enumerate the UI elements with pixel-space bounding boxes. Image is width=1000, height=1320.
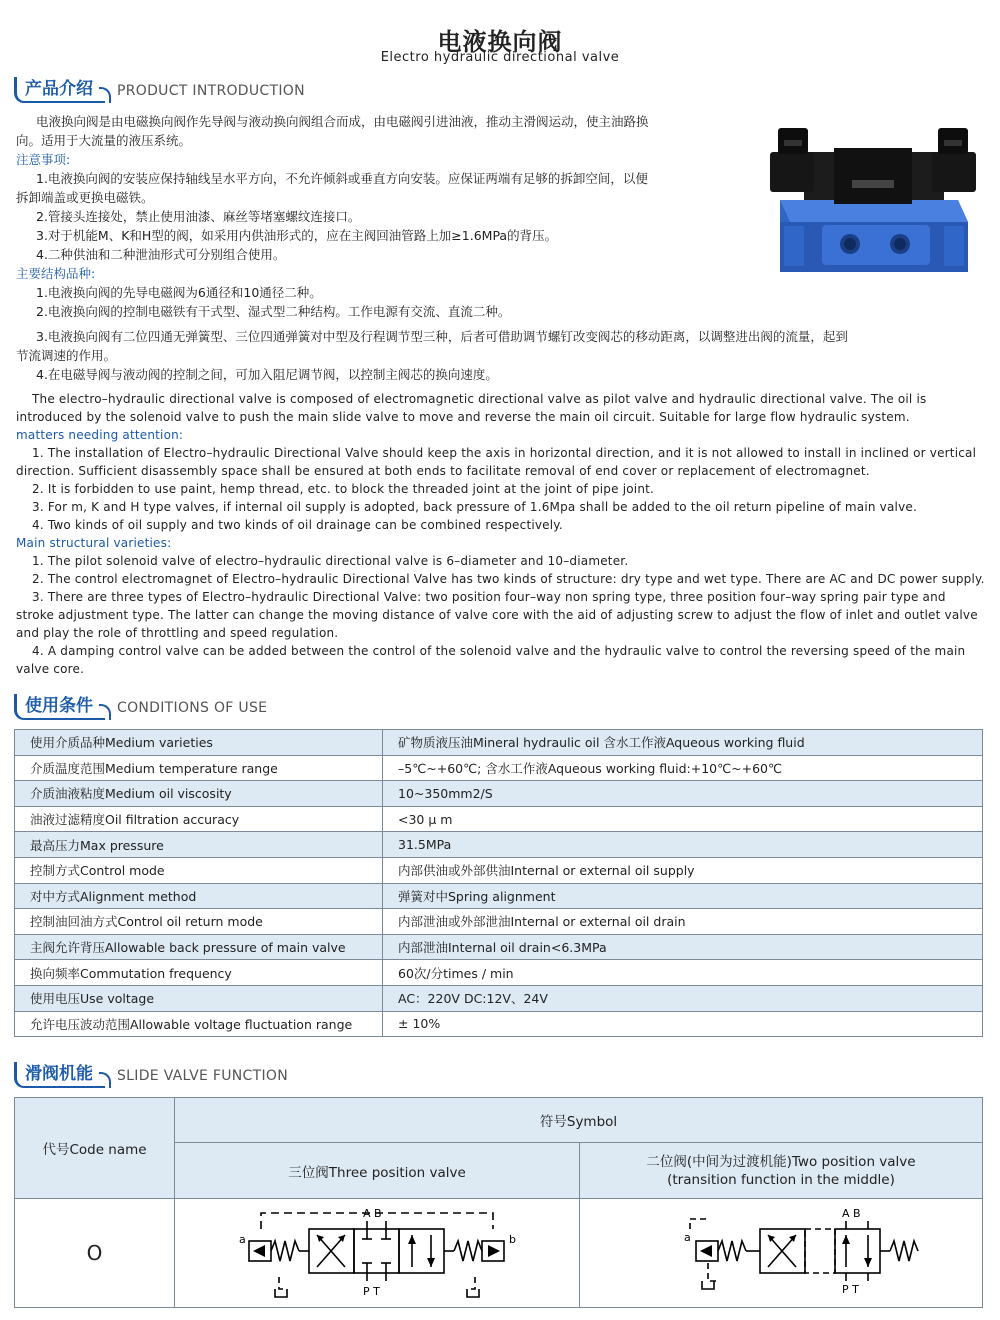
cond-label: 介质油液粘度Medium oil viscosity [15,781,383,807]
table-row [15,806,983,832]
port-label-PT: P T [363,1285,380,1298]
cond-label: 油液过滤精度Oil filtration accuracy [15,806,383,832]
section-heading-slide-en: SLIDE VALVE FUNCTION [117,1068,289,1084]
table-row [15,781,983,807]
two-position-header-line: 二位阀(中间为过渡机能)Two position valve [646,1153,916,1170]
intro-en-line: 3. For m, K and H type valves, if internal oil supply is adopted, back pressure of 1.6Mpa shall be added to the oil return pipeline of main valve. [32,500,917,514]
port-label-AB: A B [363,1207,382,1220]
cond-value: 31.5MPa [383,832,983,858]
table-row [15,883,983,909]
intro-en-line: direction. Sufficient disassembly space shall be ensured at both ends to facilitate removal of end cover or replacement of electromagnet. [16,464,870,478]
three-position-symbol-cell [175,1199,580,1308]
three-position-valve-symbol [177,1199,577,1303]
conditions-table [14,729,983,1037]
table-row [15,832,983,858]
intro-cn-line: 电液换向阀是由电磁换向阀作先导阀与液动换向阀组合而成，由电磁阀引进油液，推动主滑阀运动，使主油路换 [36,114,649,129]
intro-en-line: 2. It is forbidden to use paint, hemp thread, etc. to block the threaded joint at the joint of pipe joint. [32,482,655,496]
intro-en-block [16,390,991,678]
code-name-header: 代号Code name [15,1098,175,1199]
intro-cn-line: 1.电液换向阀的先导电磁阀为6通径和10通径二种。 [36,285,322,300]
intro-cn-line: 3.对于机能M、K和H型的阀，如采用内供油形式的，应在主阀回油管路上加≥1.6MPa的背压。 [36,228,558,243]
intro-en-line: valve core. [16,662,85,676]
intro-cn-line: 向。适用于大流量的液压系统。 [16,133,192,148]
product-photo-valve [762,122,984,290]
intro-en-line: and play the role of throttling and speed regulation. [16,626,339,640]
intro-cn-block-wide [16,327,986,384]
section-header-conditions [14,694,267,720]
intro-en-line: 1. The pilot solenoid valve of electro–hydraulic directional valve is 6–diameter and 10–diameter. [32,554,629,568]
section-badge-slide: 滑阀机能 [14,1062,105,1088]
table-row [15,857,983,883]
cond-value: 10~350mm2/S [383,781,983,807]
cond-value: 内部供油或外部供油Internal or external oil supply [383,857,983,883]
cond-value: 内部泄油或外部泄油Internal or external oil drain [383,909,983,935]
intro-en-line: 4. Two kinds of oil supply and two kinds of oil drainage can be combined respectively. [32,518,563,532]
cond-value: 弹簧对中Spring alignment [383,883,983,909]
cond-value: AC：220V DC:12V、24V [383,985,983,1011]
struct-heading-cn: 主要结构品种: [16,266,96,281]
intro-en-line: introduced by the solenoid valve to push the main slide valve to move and reverse the main oil circuit. Suitable for large flow hydraulic system. [16,410,910,424]
section-header-slide [14,1062,288,1088]
two-position-valve-symbol [580,1199,982,1303]
table-row [15,934,983,960]
intro-cn-line: 4.二种供油和二种泄油形式可分别组合使用。 [36,247,286,262]
intro-cn-line: 2.电液换向阀的控制电磁铁有干式型、湿式型二种结构。工作电源有交流、直流二种。 [36,304,511,319]
symbol-header: 符号Symbol [175,1098,983,1143]
cond-value: <30 μ m [383,806,983,832]
three-position-header: 三位阀Three position valve [175,1143,580,1199]
table-row [15,1011,983,1037]
cond-label: 对中方式Alignment method [15,883,383,909]
code-cell: O [15,1199,175,1308]
intro-en-line: The electro–hydraulic directional valve is composed of electromagnetic directional valve as pilot valve and hydraulic directional valve. The oil is [32,392,927,406]
port-label-AB: A B [842,1207,861,1220]
intro-en-line: 2. The control electromagnet of Electro–hydraulic Directional Valve has two kinds of structure: dry type and wet type. There are AC and DC power supply. [32,572,985,586]
intro-cn-block [16,112,756,321]
port-label-a: a [239,1233,246,1246]
struct-heading-en: Main structural varieties: [16,536,172,550]
cond-label: 主阀允许背压Allowable back pressure of main valve [15,934,383,960]
cond-label: 最高压力Max pressure [15,832,383,858]
port-label-a: a [684,1231,691,1244]
cond-label: 换向频率Commutation frequency [15,960,383,986]
port-label-b: b [509,1233,517,1246]
cond-value: ± 10% [383,1011,983,1037]
table-row [15,755,983,781]
cond-value: –5℃~+60℃; 含水工作液Aqueous working fluid:+10℃~+60℃ [383,755,983,781]
page-subtitle: Electro hydraulic directional valve [380,50,620,65]
page-title: 电液换向阀 [437,28,563,56]
table-row [15,909,983,935]
intro-en-line: 3. There are three types of Electro–hydraulic Directional Valve: two position four–way non spring type, three position four–way spring pair type and [32,590,946,604]
intro-en-line: 4. A damping control valve can be added between the control of the solenoid valve and the hydraulic valve to control the reversing speed of the main [32,644,966,658]
section-header-intro [14,77,305,103]
cond-label: 允许电压波动范围Allowable voltage fluctuation range [15,1011,383,1037]
intro-cn-line: 1.电液换向阀的安装应保持轴线呈水平方向，不允许倾斜或垂直方向安装。应保证两端有足够的拆卸空间，以便 [36,171,648,186]
table-row [15,730,983,756]
intro-en-line: 1. The installation of Electro–hydraulic Directional Valve should keep the axis in horizontal direction, and it is not allowed to install in inclined or vertical [32,446,977,460]
cond-label: 控制油回油方式Control oil return mode [15,909,383,935]
two-position-header [580,1143,983,1199]
intro-cn-line: 节流调速的作用。 [16,348,117,363]
section-badge-conditions: 使用条件 [14,694,105,720]
table-row [15,985,983,1011]
table-row [15,960,983,986]
intro-cn-line: 3.电液换向阀有二位四通无弹簧型、三位四通弹簧对中型及行程调节型三种，后者可借助调节螺钉改变阀芯的移动距离，以调整进出阀的流量，起到 [36,329,848,344]
slide-function-table [14,1097,983,1308]
cond-label: 使用电压Use voltage [15,985,383,1011]
attention-heading-en: matters needing attention: [16,428,184,442]
intro-cn-line: 2.管接头连接处，禁止使用油漆、麻丝等堵塞螺纹连接口。 [36,209,361,224]
two-position-symbol-cell [580,1199,983,1308]
intro-cn-line: 4.在电磁导阀与液动阀的控制之间，可加入阻尼调节阀，以控制主阀芯的换向速度。 [36,367,498,382]
intro-en-line: stroke adjustment type. The latter can change the moving distance of valve core with the aid of adjusting screw to adjust the flow of inlet and outlet valve [16,608,978,622]
cond-label: 介质温度范围Medium temperature range [15,755,383,781]
section-heading-intro-en: PRODUCT INTRODUCTION [117,83,305,99]
cond-value: 内部泄油Internal oil drain<6.3MPa [383,934,983,960]
section-badge-intro: 产品介绍 [14,77,105,103]
cond-value: 矿物质液压油Mineral hydraulic oil 含水工作液Aqueous working fluid [383,730,983,756]
cond-value: 60次/分times / min [383,960,983,986]
port-label-PT: P T [842,1283,859,1296]
section-heading-conditions-en: CONDITIONS OF USE [117,700,268,716]
cond-label: 使用介质品种Medium varieties [15,730,383,756]
cond-label: 控制方式Control mode [15,857,383,883]
attention-heading-cn: 注意事项: [16,152,71,167]
intro-cn-line: 拆卸端盖或更换电磁铁。 [16,190,154,205]
two-position-header-line: (transition function in the middle) [667,1171,895,1188]
